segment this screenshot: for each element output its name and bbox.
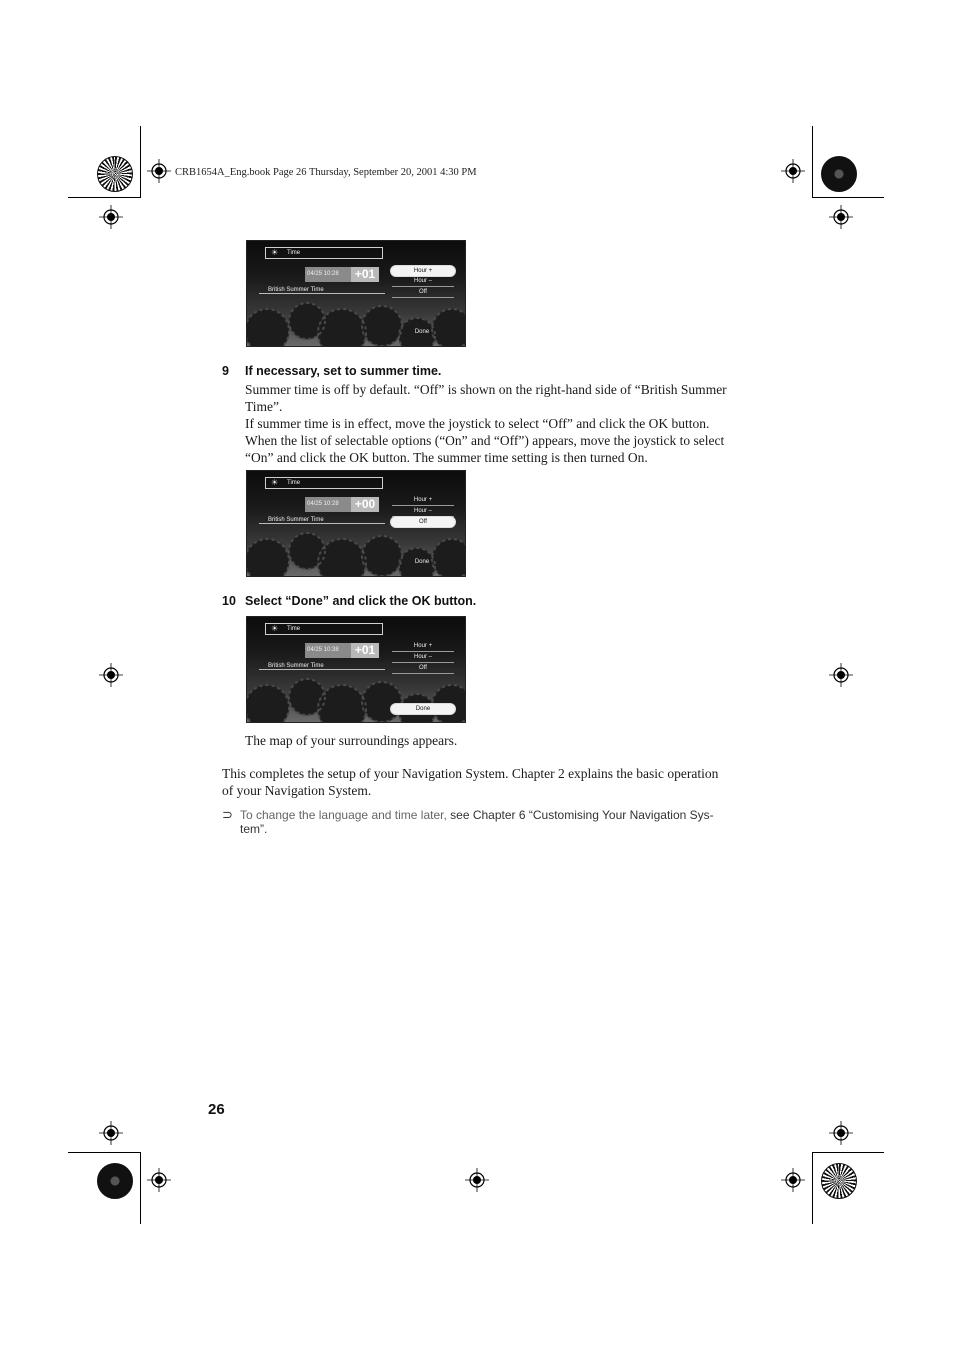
clock-icon: ☀ — [271, 478, 279, 487]
crop-mark — [68, 197, 140, 198]
paragraph: If summer time is in effect, move the joystick to select “Off” and click the OK button. — [245, 416, 710, 431]
note-text — [240, 808, 760, 836]
reference-arrow-icon: ⊃ — [222, 807, 233, 822]
registration-mark-icon — [465, 1168, 489, 1192]
time-offset-display: +00 — [351, 497, 379, 512]
crop-mark — [812, 126, 813, 198]
paragraph: of your Navigation System. — [222, 783, 372, 798]
step-title: If necessary, set to summer time. — [245, 364, 442, 378]
clock-icon: ☀ — [271, 624, 279, 633]
hour-minus-button[interactable]: Hour – — [392, 276, 454, 287]
screen-title-bar — [265, 623, 383, 635]
summer-time-off-button[interactable]: Off — [392, 663, 454, 674]
summer-time-label: British Summer Time — [268, 663, 324, 669]
color-rosette-icon — [821, 156, 857, 192]
paragraph: Summer time is off by default. “Off” is shown on the right-hand side of “British Summer — [245, 382, 727, 397]
registration-mark-icon — [829, 663, 853, 687]
crop-mark — [68, 1152, 140, 1153]
paragraph: This completes the setup of your Navigation System. Chapter 2 explains the basic operation — [222, 766, 719, 781]
note-lead: To change the language and time later, — [240, 808, 447, 822]
color-rosette-icon — [97, 1163, 133, 1199]
done-button[interactable]: Done — [414, 559, 430, 565]
divider — [259, 669, 385, 670]
summer-time-label: British Summer Time — [268, 287, 324, 293]
crop-mark — [140, 126, 141, 198]
time-settings-screen — [246, 470, 466, 577]
screen-title-bar — [265, 477, 383, 489]
screen-title: Time — [287, 480, 301, 486]
divider — [259, 523, 385, 524]
time-settings-screen — [246, 616, 466, 723]
crop-mark — [812, 1152, 884, 1153]
hour-minus-button[interactable]: Hour – — [392, 506, 454, 517]
page-number: 26 — [208, 1101, 225, 1118]
current-date-time: 04/25 10:38 — [305, 643, 353, 658]
registration-mark-icon — [99, 205, 123, 229]
paragraph: Time”. — [245, 399, 283, 414]
hour-plus-button[interactable]: Hour + — [392, 641, 454, 652]
clock-icon: ☀ — [271, 248, 279, 257]
crop-mark — [812, 197, 884, 198]
step-10-result: The map of your surroundings appears. — [245, 733, 458, 748]
registration-mark-icon — [781, 1168, 805, 1192]
done-button[interactable]: Done — [414, 329, 430, 335]
hour-plus-button[interactable]: Hour + — [390, 265, 456, 277]
note-reference-end: tem”. — [240, 822, 268, 836]
hour-minus-button[interactable]: Hour – — [392, 652, 454, 663]
step-9-body — [245, 381, 765, 466]
screen-title-bar — [265, 247, 383, 259]
time-offset-display: +01 — [351, 643, 379, 658]
summer-time-off-button[interactable]: Off — [392, 287, 454, 298]
step-title: Select “Done” and click the OK button. — [245, 594, 477, 608]
current-date-time: 04/25 10:28 — [305, 267, 353, 282]
registration-mark-icon — [829, 205, 853, 229]
current-date-time: 04/25 10:28 — [305, 497, 353, 512]
color-rosette-icon — [97, 156, 133, 192]
summer-time-label: British Summer Time — [268, 517, 324, 523]
step-number: 10 — [222, 594, 236, 608]
step-number: 9 — [222, 364, 229, 378]
registration-mark-icon — [99, 663, 123, 687]
book-header: CRB1654A_Eng.book Page 26 Thursday, September 20, 2001 4:30 PM — [175, 167, 477, 178]
crop-mark — [812, 1152, 813, 1224]
registration-mark-icon — [147, 1168, 171, 1192]
registration-mark-icon — [781, 159, 805, 183]
hour-plus-button[interactable]: Hour + — [392, 495, 454, 506]
screen-title: Time — [287, 626, 301, 632]
done-button[interactable]: Done — [390, 703, 456, 715]
crop-mark — [140, 1152, 141, 1224]
registration-mark-icon — [99, 1121, 123, 1145]
summer-time-off-button[interactable]: Off — [390, 516, 456, 528]
registration-mark-icon — [147, 159, 171, 183]
time-offset-display: +01 — [351, 267, 379, 282]
closing-paragraph — [222, 765, 762, 799]
screen-title: Time — [287, 250, 301, 256]
note-reference: see Chapter 6 “Customising Your Navigation Sys- — [446, 808, 714, 822]
color-rosette-icon — [821, 1163, 857, 1199]
time-settings-screen — [246, 240, 466, 347]
paragraph: “On” and click the OK button. The summer time setting is then turned On. — [245, 450, 648, 465]
registration-mark-icon — [829, 1121, 853, 1145]
paragraph: When the list of selectable options (“On” and “Off”) appears, move the joystick to select — [245, 433, 725, 448]
divider — [259, 293, 385, 294]
